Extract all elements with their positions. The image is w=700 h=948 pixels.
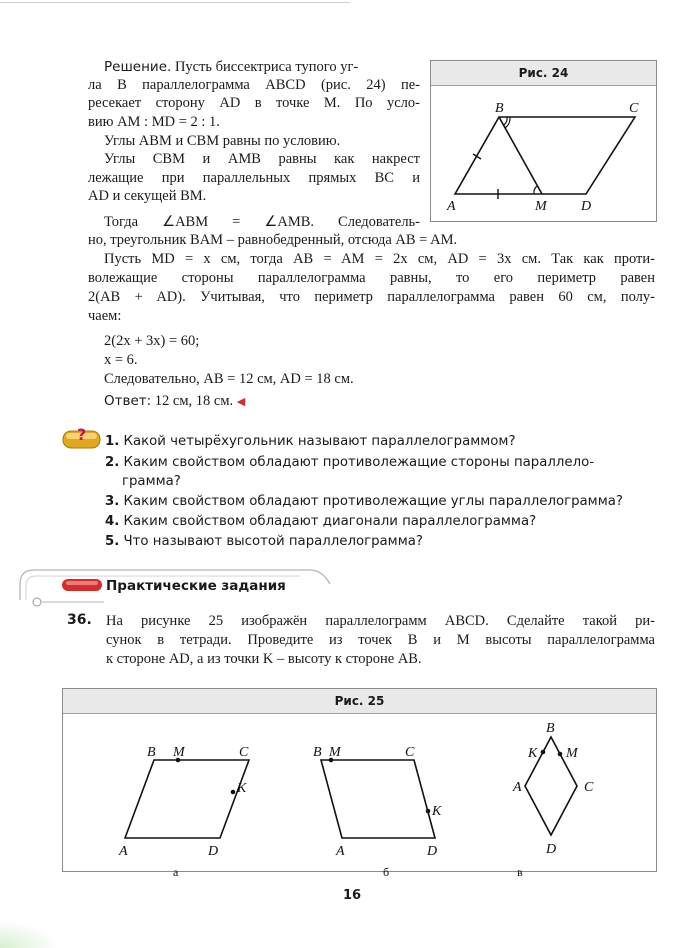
solution-line-10: но, треугольник BAM – равнобедренный, отсюда AB = AM. [88,232,458,248]
angle-arc-b [504,117,507,125]
fig25c-label-c: C [584,780,594,795]
fig25a-label-m: M [173,745,185,760]
figure-25-drawing [63,714,656,879]
task-36-line-2: сунок в тетради. Проведите из точек B и M высоты параллелограмма [106,632,655,648]
question-4 [105,514,536,529]
fig25b-label-k: K [432,804,442,819]
question-3-num: 3. [105,494,120,509]
solution-line-11: Пусть MD = x см, тогда AB = AM = 2x см, AD = 3x см. Так как проти- [104,251,655,267]
question-5-text: Что называют высотой параллелограмма? [123,534,423,549]
figure-25b [313,745,442,879]
figure-24-title: Рис. 24 [431,61,656,86]
svg-text:?: ? [77,425,87,444]
figure-25a [118,745,249,879]
figure-24 [430,60,657,222]
answer-line [104,392,245,411]
figure-25c [512,721,594,879]
fig25b-label-m: M [329,745,341,760]
fig25b-label-a: A [336,844,345,859]
page-number: 16 [343,888,362,903]
bisector-bm [499,117,542,194]
question-5-num: 5. [105,534,120,549]
fig25b-caption: б [383,865,390,879]
angle-arc-m [534,186,537,194]
solution-line-7: лежащие при параллельных прямых BC и [88,170,420,186]
equation-2: x = 6. [104,352,138,368]
solution-line-5: Углы ABM и CBM равны по условию. [104,133,341,149]
fig25a-label-d: D [208,844,219,859]
solution-line-3: ресекает сторону AD в точке M. По усло- [88,95,420,111]
label-b: B [495,101,504,116]
figure-24-drawing [431,86,656,221]
question-4-num: 4. [105,514,120,529]
question-2-text: Каким свойством обладают противолежащие стороны параллело- [123,455,595,470]
question-1-num: 1. [105,434,120,449]
section-header-decoration [0,560,700,610]
question-1-text: Какой четырёхугольник называют параллелограммом? [123,434,516,449]
parallelogram-abcd [455,117,635,194]
solution-line-6: Углы CBM и AMB равны как накрест [104,151,420,167]
answer-label: Ответ: [104,393,152,409]
question-2 [105,455,594,470]
solution-line-12: волежащие стороны параллелограмма равны, то его периметр равен [88,270,655,286]
fig25c-label-d: D [546,842,557,857]
label-m: M [535,199,547,214]
equation-1: 2(2x + 3x) = 60; [104,333,200,349]
solution-label: Решение. [104,59,172,75]
question-3 [105,494,623,509]
figure-25 [62,688,657,879]
solution-text-1: Пусть биссектриса тупого уг- [174,59,359,75]
question-5 [105,534,423,549]
solution-conclusion: Следовательно, AB = 12 см, AD = 18 см. [104,371,354,387]
fig25a-label-a: A [119,844,128,859]
fig25c-label-b: B [546,721,555,736]
task-36-line-3: к стороне AD, а из точки K – высоту к стороне AB. [106,651,422,667]
solution-line-1 [104,58,358,76]
fig25b-label-d: D [427,844,438,859]
solution-line-8: AD и секущей BM. [88,188,207,204]
question-3-text: Каким свойством обладают противолежащие углы параллелограмма? [123,494,623,509]
question-2-num: 2. [105,455,120,470]
figure-25-title: Рис. 25 [63,689,656,714]
label-d: D [581,199,592,214]
top-rule [0,2,350,3]
fig25b-label-b: B [313,745,322,760]
question-1 [105,434,516,449]
fig25a-label-k: K [237,781,247,796]
corner-tint [0,920,60,948]
question-mark-icon [62,424,102,450]
section-title: Практические задания [106,578,286,594]
fig25a-caption: а [173,865,179,879]
fig25c-label-a: A [513,780,522,795]
question-2-cont: грамма? [122,474,181,489]
fig25a-label-c: C [239,745,249,760]
solution-line-4: вию AM : MD = 2 : 1. [88,114,220,130]
task-36-line-1: На рисунке 25 изображён параллелограмм ABCD. Сделайте такой ри- [106,613,655,629]
answer-value: 12 см, 18 см. [154,393,234,409]
task-36-number: 36. [67,612,92,628]
fig25c-label-k: K [528,746,538,761]
fig25a-label-b: B [147,745,156,760]
fig25b-label-c: C [405,745,415,760]
solution-line-2: ла B параллелограмма ABCD (рис. 24) пе- [88,77,420,93]
fig25c-label-m: M [566,746,578,761]
question-4-text: Каким свойством обладают диагонали параллелограмма? [123,514,537,529]
solution-line-9: Тогда ∠ABM = ∠AMB. Следователь- [104,214,420,230]
solution-line-13: 2(AB + AD). Учитывая, что периметр параллелограмма равен 60 см, полу- [88,289,655,305]
label-c: C [629,101,639,116]
fig25c-caption: в [517,865,523,879]
solution-line-14: чаем: [88,308,122,324]
label-a: A [447,199,456,214]
end-marker-icon: ◀ [236,396,246,408]
